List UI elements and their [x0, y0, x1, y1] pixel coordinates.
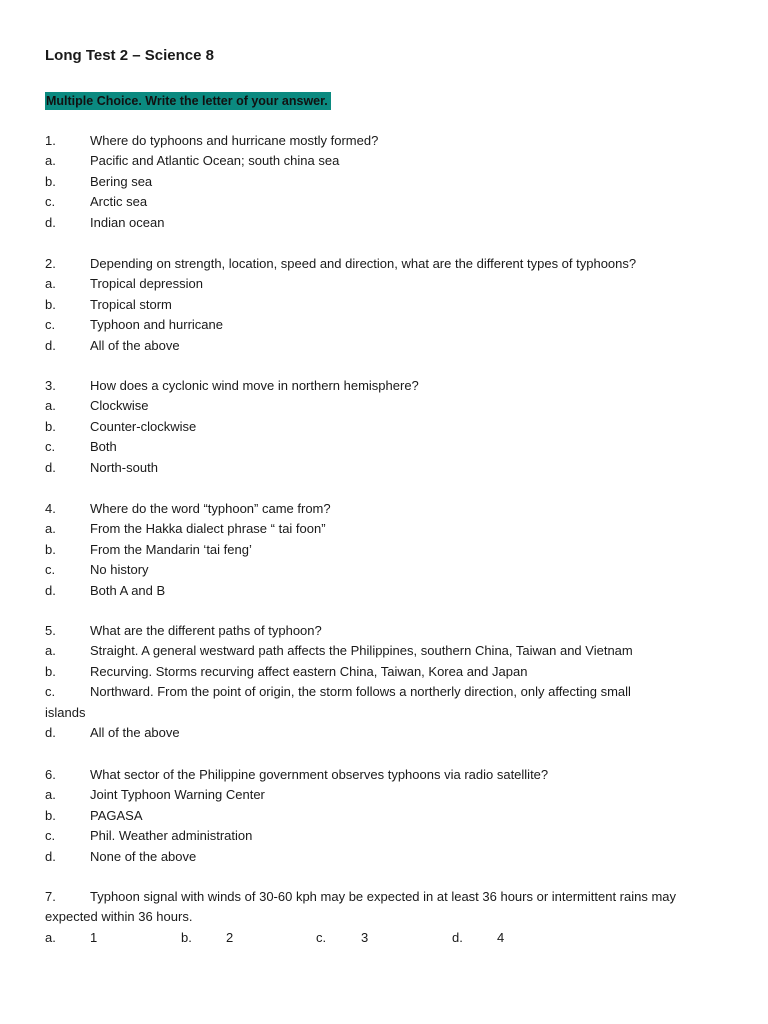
choice-text: Clockwise [90, 398, 149, 414]
choice-letter: a. [45, 643, 56, 659]
choice-text: Tropical depression [90, 276, 203, 292]
choice-letter: a. [45, 398, 56, 414]
question-text: How does a cyclonic wind move in northern hemisphere? [90, 378, 419, 393]
choice-b [0, 540, 768, 560]
choice-letter: c. [45, 317, 56, 333]
choice-letter: c. [45, 194, 56, 210]
choice-a [0, 151, 768, 171]
choice-text: Both A and B [90, 582, 166, 598]
choice-letter: c. [45, 828, 56, 844]
question-number: 4. [45, 501, 56, 516]
choice-letter: a. [45, 276, 56, 292]
choice-text-d: 4 [497, 929, 505, 945]
choice-text: Bering sea [90, 173, 153, 189]
choice-text: No history [90, 562, 149, 578]
page-title: Long Test 2 – Science 8 [45, 47, 214, 64]
choice-c [0, 682, 768, 702]
choice-c [0, 560, 768, 580]
question-7 [0, 887, 768, 948]
choice-letter: d. [45, 214, 56, 230]
choice-letter: b. [45, 173, 56, 189]
question-text: Typhoon signal with winds of 30-60 kph may be expected in at least 36 hours or intermittent rains may [90, 889, 677, 904]
choice-a [0, 274, 768, 294]
question-stem [0, 887, 768, 907]
choice-a [0, 641, 768, 661]
question-text: What are the different paths of typhoon? [90, 623, 322, 638]
choice-b [0, 806, 768, 826]
choice-text: Joint Typhoon Warning Center [90, 787, 265, 803]
inline-choices [0, 928, 768, 948]
question-stem-continuation [0, 907, 768, 927]
question-number: 7. [45, 889, 56, 904]
choice-text: North-south [90, 459, 158, 475]
choice-text: Counter-clockwise [90, 418, 197, 434]
question-text-continuation: expected within 36 hours. [45, 909, 193, 925]
choice-letter: b. [45, 541, 56, 557]
choice-text: Phil. Weather administration [90, 828, 253, 844]
question-number: 5. [45, 623, 56, 638]
choice-text: Northward. From the point of origin, the storm follows a northerly direction, only affecting small [90, 684, 631, 700]
choice-text: Typhoon and hurricane [90, 317, 223, 333]
instructions-highlight: Multiple Choice. Write the letter of your answer. [45, 92, 331, 110]
choice-text: Pacific and Atlantic Ocean; south china sea [90, 153, 340, 169]
question-1 [0, 131, 768, 233]
question-stem [0, 254, 768, 274]
choice-text: All of the above [90, 337, 180, 353]
choice-letter: c. [45, 684, 56, 700]
question-number: 2. [45, 256, 56, 271]
choice-letter: d. [45, 724, 56, 740]
choice-letter-d: d. [452, 929, 463, 945]
choice-c [0, 437, 768, 457]
question-5 [0, 621, 768, 743]
choice-letter: c. [45, 439, 56, 455]
choice-letter: d. [45, 459, 56, 475]
choice-b [0, 172, 768, 192]
question-4 [0, 499, 768, 601]
choice-b [0, 417, 768, 437]
choice-letter-b: b. [181, 929, 192, 945]
choice-letter: b. [45, 807, 56, 823]
choice-text: All of the above [90, 724, 180, 740]
choice-letter: d. [45, 848, 56, 864]
choice-letter: b. [45, 663, 56, 679]
question-text: Where do the word “typhoon” came from? [90, 501, 331, 516]
choice-letter-c: c. [316, 929, 327, 945]
choice-letter: d. [45, 337, 56, 353]
question-text: What sector of the Philippine government observes typhoons via radio satellite? [90, 767, 549, 782]
question-number: 6. [45, 767, 56, 782]
choice-text-a: 1 [90, 929, 98, 945]
choice-c [0, 826, 768, 846]
choice-d [0, 458, 768, 478]
choice-text: From the Hakka dialect phrase “ tai foon” [90, 521, 326, 537]
choice-letter: c. [45, 562, 56, 578]
choice-d [0, 723, 768, 743]
choice-text-continuation: islands [45, 704, 86, 720]
question-stem [0, 376, 768, 396]
choice-a [0, 396, 768, 416]
choice-c [0, 315, 768, 335]
choice-letter-a: a. [45, 929, 56, 945]
choice-a [0, 519, 768, 539]
choice-d [0, 213, 768, 233]
choice-letter: b. [45, 296, 56, 312]
choice-text: None of the above [90, 848, 197, 864]
choice-text: Indian ocean [90, 214, 165, 230]
choice-c [0, 192, 768, 212]
choice-text: PAGASA [90, 807, 143, 823]
question-text: Where do typhoons and hurricane mostly formed? [90, 133, 379, 148]
question-3 [0, 376, 768, 478]
choice-b [0, 662, 768, 682]
question-stem [0, 499, 768, 519]
question-stem [0, 131, 768, 151]
choice-letter: a. [45, 787, 56, 803]
choice-text-c: 3 [361, 929, 369, 945]
question-number: 3. [45, 378, 56, 393]
question-6 [0, 765, 768, 867]
choice-text: Tropical storm [90, 296, 172, 312]
question-number: 1. [45, 133, 56, 148]
question-stem [0, 621, 768, 641]
choice-d [0, 581, 768, 601]
choice-letter: d. [45, 582, 56, 598]
choice-c-continuation [0, 703, 768, 723]
choice-letter: a. [45, 521, 56, 537]
choice-d [0, 847, 768, 867]
choice-text: Both [90, 439, 117, 455]
question-text: Depending on strength, location, speed and direction, what are the different types of typhoons? [90, 256, 637, 271]
choice-b [0, 295, 768, 315]
choice-d [0, 336, 768, 356]
question-2 [0, 254, 768, 356]
question-stem [0, 765, 768, 785]
choice-letter: b. [45, 418, 56, 434]
choice-text: Recurving. Storms recurving affect eastern China, Taiwan, Korea and Japan [90, 663, 528, 679]
choice-letter: a. [45, 153, 56, 169]
choice-text: Arctic sea [90, 194, 148, 210]
choice-text-b: 2 [226, 929, 234, 945]
choice-a [0, 785, 768, 805]
choice-text: Straight. A general westward path affects the Philippines, southern China, Taiwan and Vietnam [90, 643, 633, 659]
choice-text: From the Mandarin ‘tai feng’ [90, 541, 252, 557]
